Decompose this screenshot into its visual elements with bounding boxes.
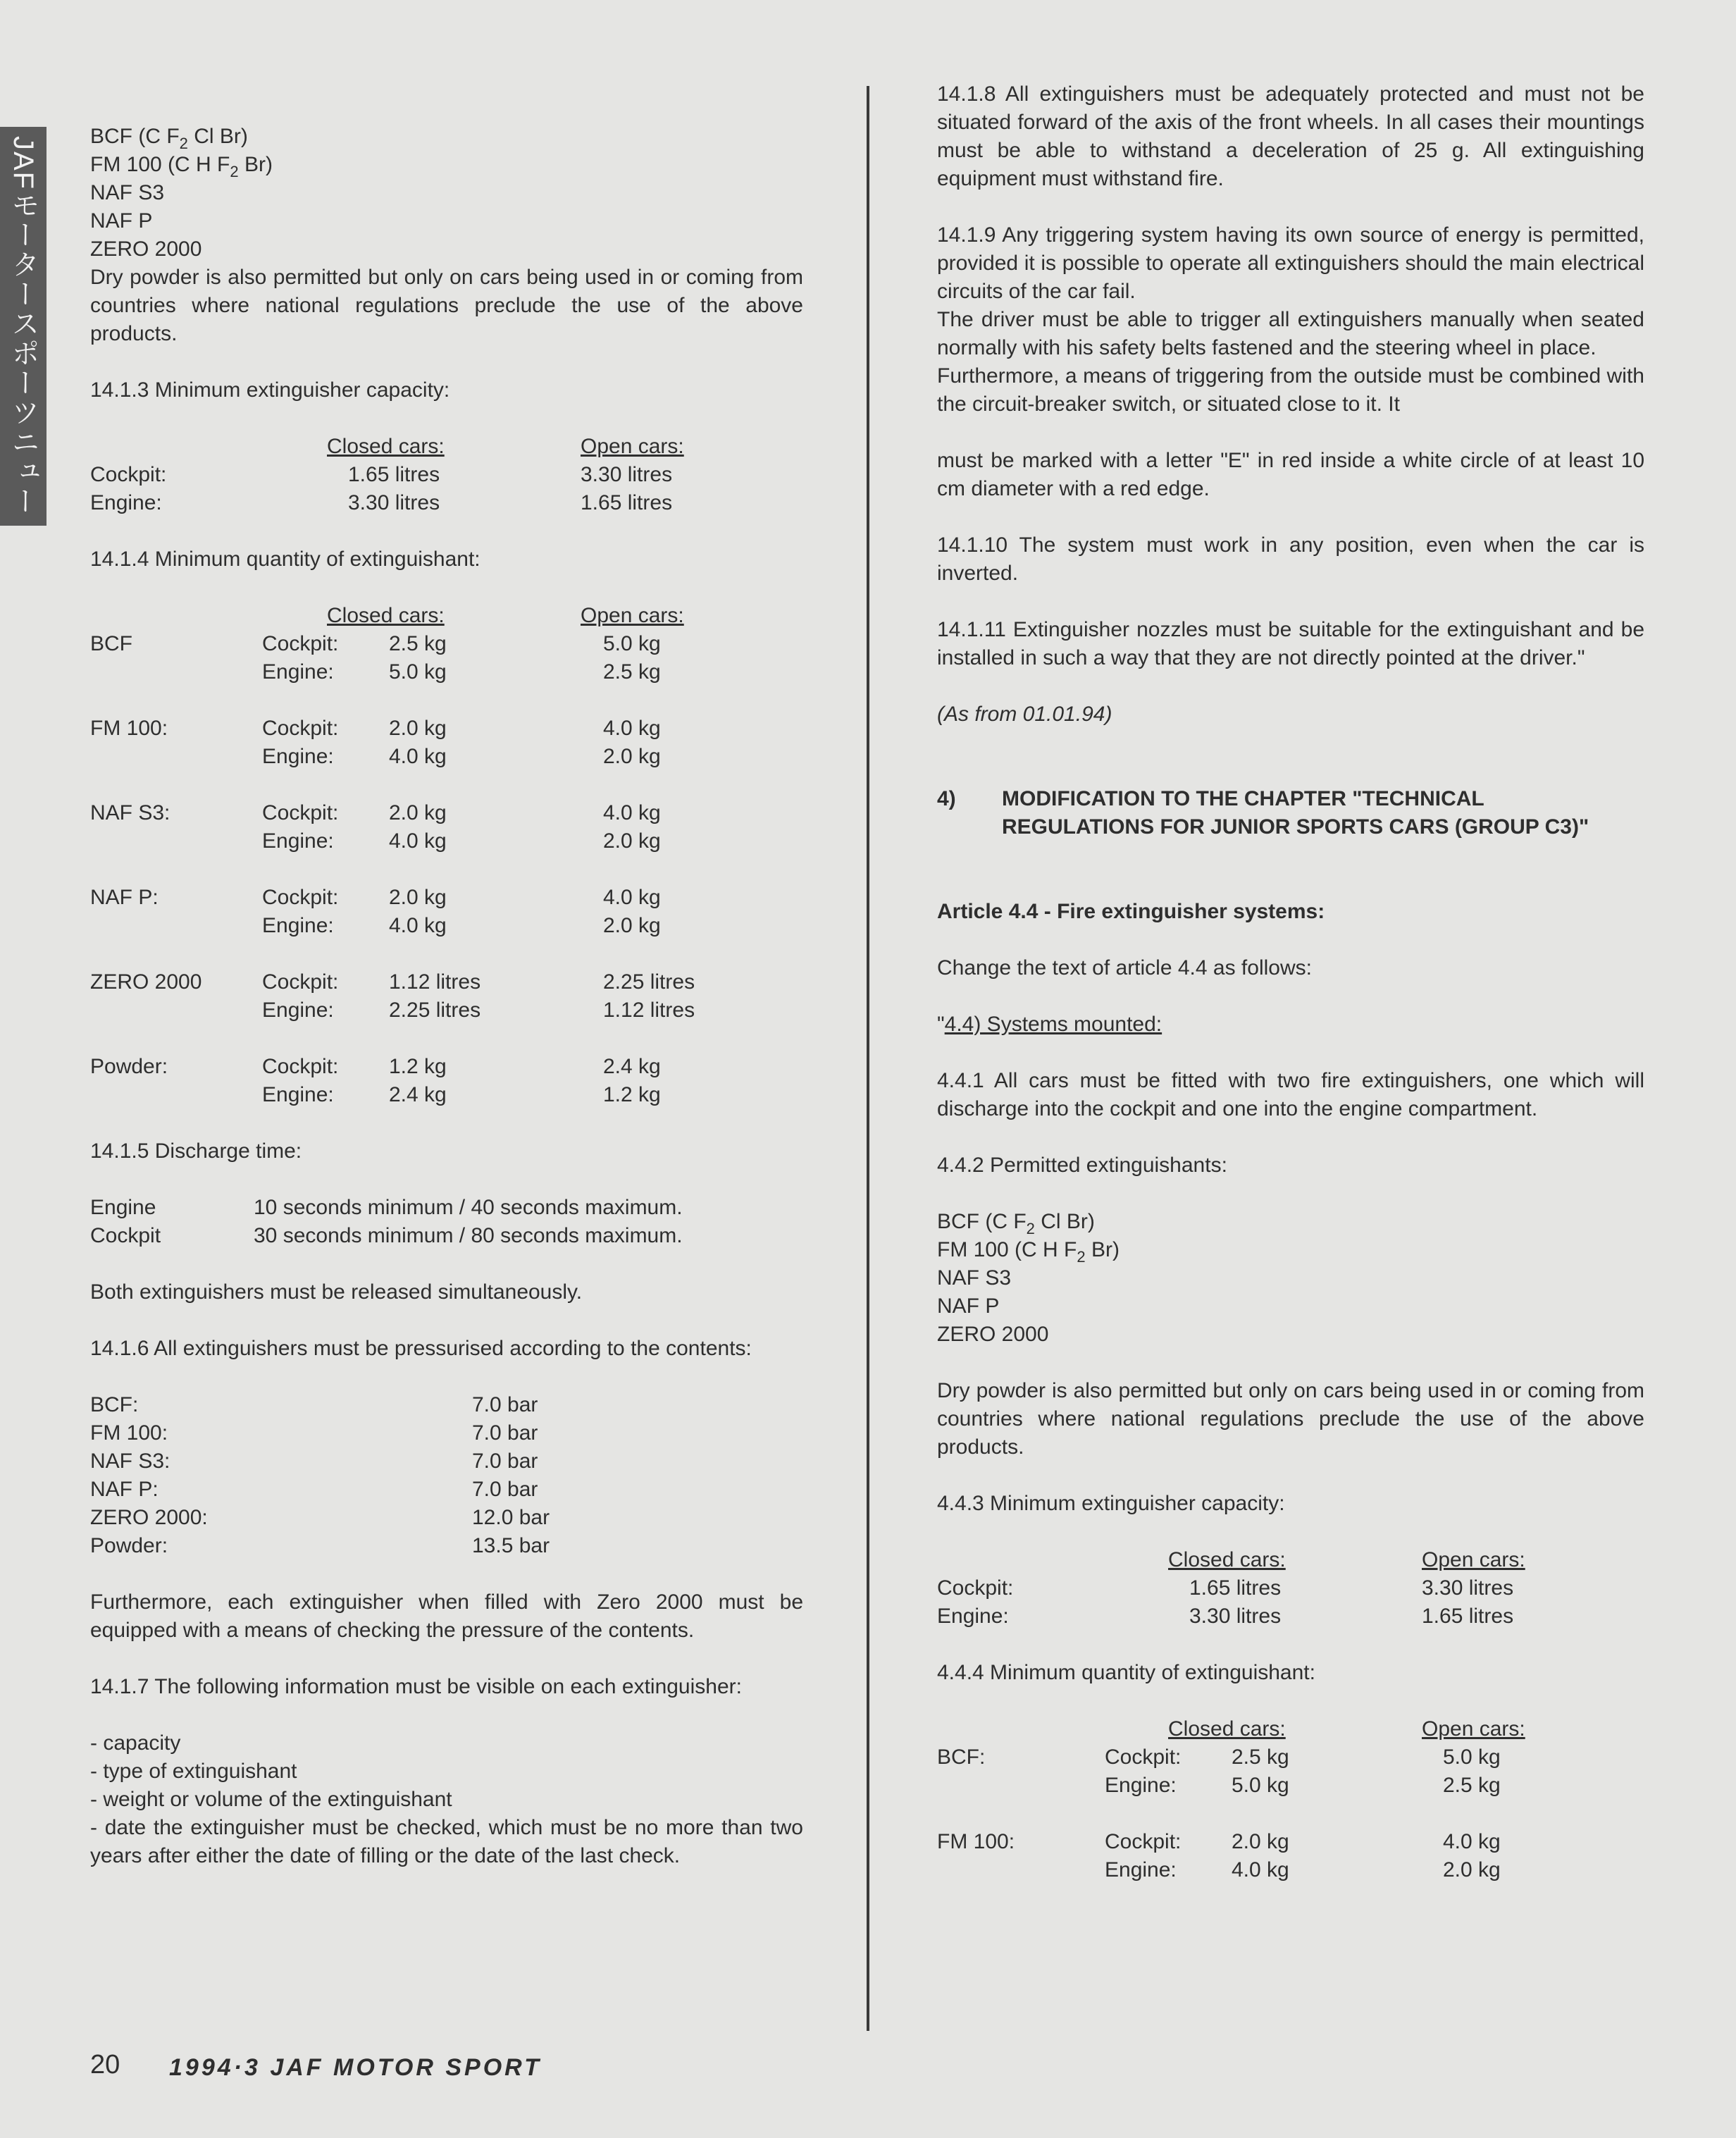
quantity-row: FM 100: Cockpit: 2.0 kg 4.0 kg [90, 717, 661, 740]
quantity-table [90, 630, 803, 1137]
quantity-row: NAF P: Cockpit: 2.0 kg 4.0 kg [90, 886, 661, 909]
capacity-row: Cockpit: 1.65 litres 3.30 litres [937, 1576, 1514, 1600]
simultaneous-note: Both extinguishers must be released simultaneously. [90, 1280, 583, 1304]
extinguishant-fm100: FM 100 (C H $F_2$ Br) [90, 153, 273, 180]
quantity-header-row: Closed cars: Open cars: [1168, 1717, 1525, 1741]
pressure-row: NAF P: 7.0 bar [90, 1478, 538, 1501]
powder-note: Dry powder is also permitted but only on cars being used in or coming from countries where national regulations preclude the use of the above products. [937, 1379, 1644, 1459]
info-heading: 14.1.7 The following information must be visible on each extinguisher: [90, 1675, 742, 1698]
pressure-heading: 14.1.6 All extinguishers must be pressurised according to the contents: [90, 1337, 752, 1360]
para-14-1-9-marking: must be marked with a letter "E" in red inside a white circle of at least 10 cm diameter with a red edge. [937, 449, 1644, 500]
para-14-1-9-driver: The driver must be able to trigger all extinguishers manually when seated normally with his safety belts fastened and the steering wheel in place. [937, 308, 1644, 359]
para-4-4-1: 4.4.1 All cars must be fitted with two fire extinguishers, one which will discharge into the cockpit and one into the engine compartment. [937, 1069, 1644, 1120]
para-14-1-11: 14.1.11 Extinguisher nozzles must be suitable for the extinguishant and be installed in such a way that they are not directly pointed at the driver." [937, 618, 1644, 669]
discharge-row: Engine 10 seconds minimum / 40 seconds maximum. [90, 1196, 683, 1219]
quantity-row: FM 100: Cockpit: 2.0 kg 4.0 kg [937, 1830, 1501, 1853]
extinguishant-fm100: FM 100 (C H $F_2$ Br) [937, 1238, 1120, 1266]
pressure-row: NAF S3: 7.0 bar [90, 1450, 538, 1473]
capacity-row: Cockpit: 1.65 litres 3.30 litres [90, 463, 673, 486]
sidebar-label: JAFモータースポーツニュー [8, 136, 39, 517]
extinguishant-zero2000: ZERO 2000 [90, 237, 202, 261]
extinguishant-naf-s3: NAF S3 [937, 1266, 1012, 1290]
para-14-1-10: 14.1.10 The system must work in any position, even when the car is inverted. [937, 533, 1644, 585]
info-item: - capacity [90, 1731, 181, 1755]
quantity-row: BCF: Cockpit: 2.5 kg 5.0 kg [937, 1745, 1501, 1769]
capacity-header-row [90, 433, 803, 461]
closed-cars-header: Closed cars: [327, 435, 445, 458]
quantity-table [937, 1743, 1644, 1884]
quantity-row: Engine: 2.25 litres 1.12 litres [262, 999, 695, 1022]
extinguishant-zero2000: ZERO 2000 [937, 1323, 1049, 1346]
quantity-row: Engine: 4.0 kg 2.0 kg [262, 745, 661, 768]
article-heading: Article 4.4 - Fire extinguisher systems: [937, 900, 1325, 923]
quantity-header-row: Closed cars: Open cars: [327, 604, 684, 627]
discharge-row: Cockpit 30 seconds minimum / 80 seconds maximum. [90, 1224, 683, 1247]
quantity-heading: 14.1.4 Minimum quantity of extinguishant: [90, 548, 480, 571]
quantity-row: Engine: 4.0 kg 2.0 kg [1105, 1858, 1501, 1881]
capacity-heading: 14.1.3 Minimum extinguisher capacity: [90, 378, 450, 402]
para-4-4-2: 4.4.2 Permitted extinguishants: [937, 1154, 1227, 1177]
change-note: Change the text of article 4.4 as follows: [937, 956, 1312, 980]
extinguishant-naf-p: NAF P [937, 1294, 1000, 1318]
left-column [90, 123, 803, 1870]
pressure-table [90, 1391, 803, 1560]
page-number: 20 [90, 2050, 120, 2080]
capacity-header-row: Closed cars: Open cars: [1168, 1548, 1525, 1571]
para-14-1-9: 14.1.9 Any triggering system having its own source of energy is permitted, provided it is possible to operate all extinguishers should the main electrical circuits of the car fail. [937, 223, 1644, 303]
pressure-row: BCF: 7.0 bar [90, 1393, 538, 1416]
magazine-title: 1994·3 JAF MOTOR SPORT [169, 2054, 542, 2081]
capacity-heading: 4.4.3 Minimum extinguisher capacity: [937, 1492, 1285, 1515]
quantity-row: Engine: 4.0 kg 2.0 kg [262, 829, 661, 853]
para-14-1-8: 14.1.8 All extinguishers must be adequately protected and must not be situated forward of the axis of the front wheels. In all cases their mountings must be able to withstand a deceleration of 25 g. All extinguishing equipment must withstand fire. [937, 82, 1644, 190]
extinguishant-naf-p: NAF P [90, 209, 153, 233]
info-item: - date the extinguisher must be checked, which must be no more than two years after either the date of filling or the date of the last check. [90, 1816, 803, 1867]
quantity-row: Engine: 2.4 kg 1.2 kg [262, 1083, 661, 1106]
right-column [937, 80, 1644, 1884]
quantity-heading: 4.4.4 Minimum quantity of extinguishant: [937, 1661, 1315, 1684]
quantity-row: BCF Cockpit: 2.5 kg 5.0 kg [90, 632, 661, 655]
para-14-1-9-outside: Furthermore, a means of triggering from the outside must be combined with the circuit-breaker switch, or situated close to it. It [937, 364, 1644, 416]
discharge-heading: 14.1.5 Discharge time: [90, 1139, 302, 1163]
pressure-row: ZERO 2000: 12.0 bar [90, 1506, 550, 1529]
extinguishant-bcf: BCF (C $F_2$ Cl Br) [90, 125, 248, 152]
info-item: - weight or volume of the extinguishant [90, 1788, 452, 1811]
pressure-row: Powder: 13.5 bar [90, 1534, 550, 1557]
effective-date: (As from 01.01.94) [937, 703, 1112, 726]
systems-mounted-heading: "4.4) Systems mounted: [937, 1013, 1162, 1036]
quantity-row: ZERO 2000 Cockpit: 1.12 litres 2.25 litres [90, 970, 695, 994]
sidebar-tab [0, 127, 46, 526]
pressure-row: FM 100: 7.0 bar [90, 1421, 538, 1445]
quantity-row: Powder: Cockpit: 1.2 kg 2.4 kg [90, 1055, 661, 1078]
section-4-heading: 4) MODIFICATION TO THE CHAPTER "TECHNICAL REGULATIONS FOR JUNIOR SPORTS CARS (GROUP C3)" [937, 787, 1589, 839]
quantity-row: Engine: 5.0 kg 2.5 kg [262, 660, 661, 684]
powder-note: Dry powder is also permitted but only on cars being used in or coming from countries where national regulations preclude the use of the above products. [90, 266, 803, 345]
open-cars-header: Open cars: [581, 435, 684, 458]
info-item: - type of extinguishant [90, 1760, 297, 1783]
quantity-row: Engine: 5.0 kg 2.5 kg [1105, 1774, 1501, 1797]
column-divider [867, 86, 869, 2031]
zero2000-note: Furthermore, each extinguisher when filled with Zero 2000 must be equipped with a means of checking the pressure of the contents. [90, 1590, 803, 1642]
quantity-row: NAF S3: Cockpit: 2.0 kg 4.0 kg [90, 801, 661, 824]
capacity-row: Engine: 3.30 litres 1.65 litres [90, 491, 673, 514]
extinguishant-naf-s3: NAF S3 [90, 181, 165, 204]
capacity-row: Engine: 3.30 litres 1.65 litres [937, 1605, 1514, 1628]
quantity-row: Engine: 4.0 kg 2.0 kg [262, 914, 661, 937]
extinguishant-bcf: BCF (C $F_2$ Cl Br) [937, 1210, 1095, 1237]
